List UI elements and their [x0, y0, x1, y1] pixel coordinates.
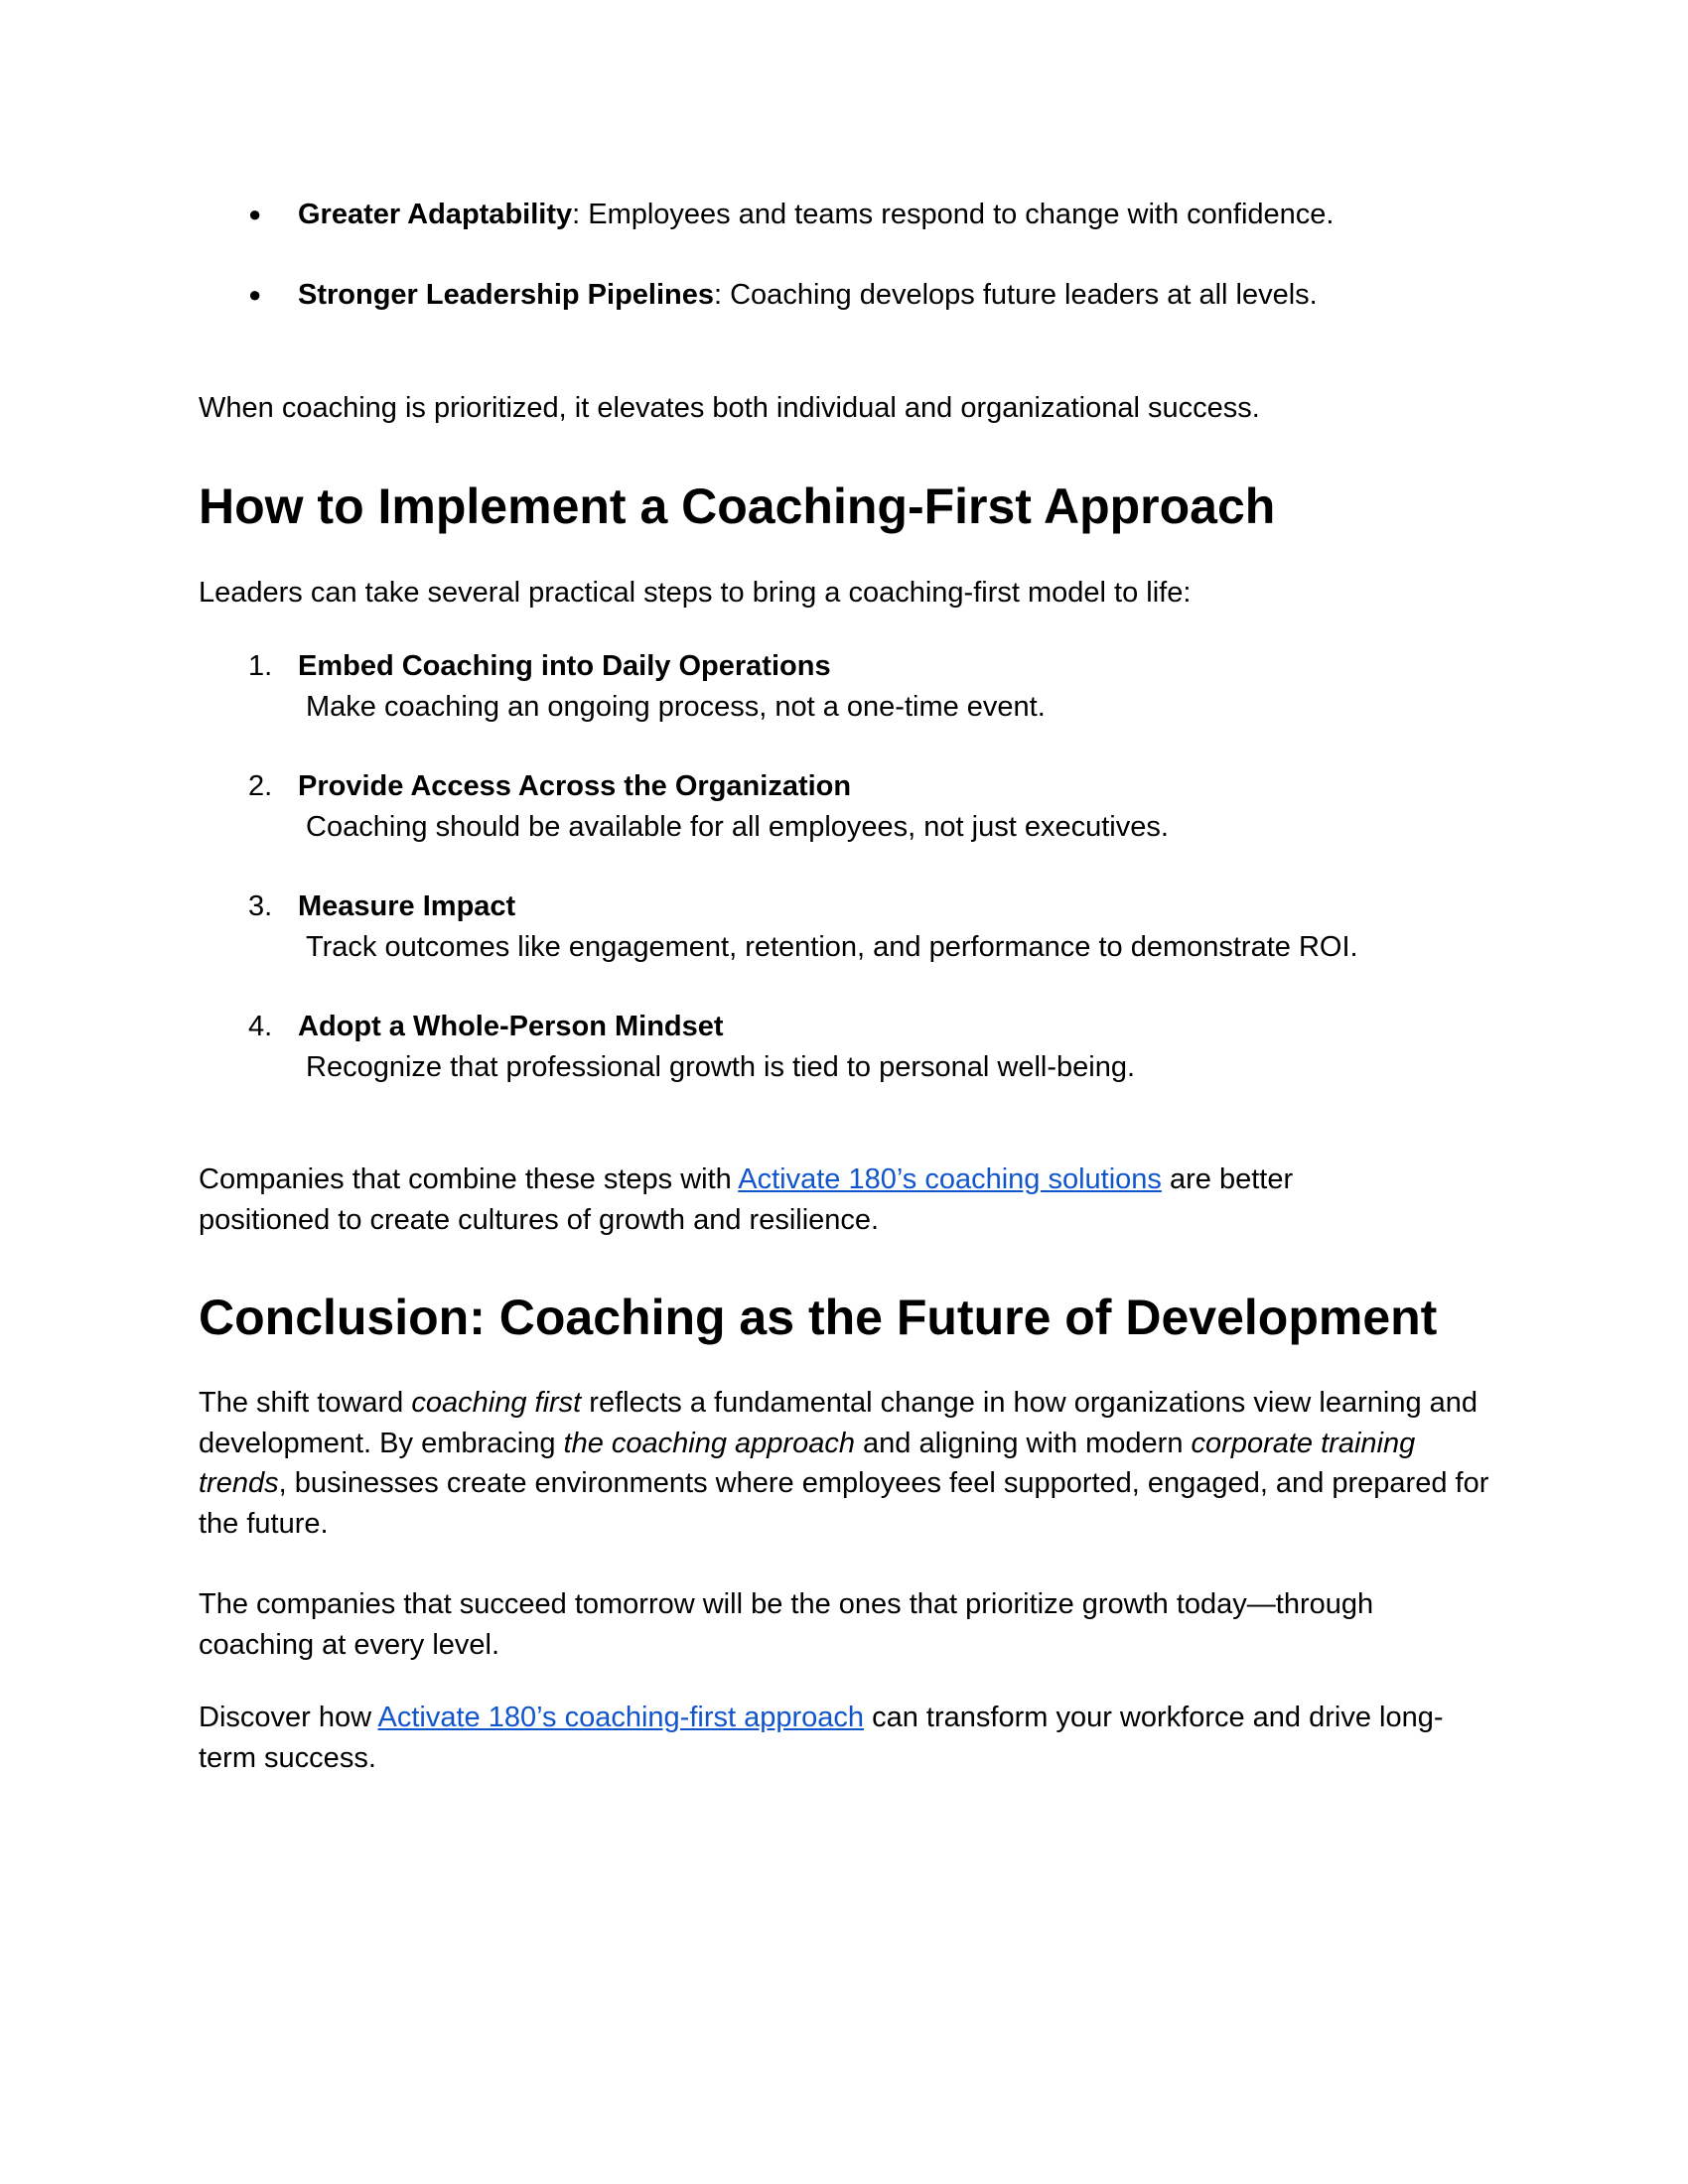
step-description: Track outcomes like engagement, retention, and performance to demonstrate ROI. — [306, 930, 1358, 963]
text-segment: The shift toward — [199, 1387, 412, 1419]
bullet-dot: ● — [248, 202, 262, 226]
step-number: 1. — [248, 650, 273, 682]
step-description: Coaching should be available for all employees, not just executives. — [306, 810, 1169, 843]
paragraph-discover — [199, 1698, 1450, 1778]
paragraph-prioritized: When coaching is prioritized, it elevates both individual and organizational success. — [199, 392, 1260, 424]
emphasis-training-trends: corporate training trends — [199, 1427, 1416, 1499]
text-segment: and aligning with modern — [854, 1427, 1192, 1459]
paragraph-shift — [199, 1383, 1499, 1544]
bullet-text — [298, 195, 1334, 234]
heading-implement: How to Implement a Coaching-First Approach — [199, 478, 1276, 534]
coaching-first-approach-link[interactable]: Activate 180’s coaching-first approach — [377, 1702, 865, 1733]
paragraph-leaders: Leaders can take several practical steps to bring a coaching-first model to life: — [199, 577, 1192, 609]
paragraph-tomorrow: The companies that succeed tomorrow will be the ones that prioritize growth today—through coaching at every level. — [199, 1588, 1374, 1661]
text-segment: are better positioned to create cultures of growth and resilience. — [199, 1163, 1294, 1236]
step-title: Measure Impact — [298, 890, 516, 922]
bullet-body: : Employees and teams respond to change with confidence. — [572, 199, 1335, 230]
step-number: 3. — [248, 890, 273, 922]
bullet-title: Greater Adaptability — [298, 199, 573, 230]
emphasis-coaching-approach: the coaching approach — [563, 1427, 855, 1459]
text-segment: Companies that combine these steps with — [199, 1163, 739, 1195]
heading-conclusion: Conclusion: Coaching as the Future of Development — [199, 1290, 1438, 1345]
step-title: Adopt a Whole-Person Mindset — [298, 1011, 724, 1042]
step-number: 4. — [248, 1011, 273, 1042]
paragraph-companies — [199, 1160, 1380, 1240]
coaching-solutions-link[interactable]: Activate 180’s coaching solutions — [738, 1163, 1162, 1195]
emphasis-coaching-first: coaching first — [411, 1387, 582, 1419]
text-segment: Discover how — [199, 1702, 378, 1733]
step-number: 2. — [248, 770, 273, 802]
bullet-dot: ● — [248, 282, 262, 307]
step-title: Embed Coaching into Daily Operations — [298, 650, 831, 682]
text-segment: reflects a fundamental change in how organizations view learning and development. By embracing — [199, 1387, 1478, 1459]
step-title: Provide Access Across the Organization — [298, 770, 852, 802]
text-segment: , businesses create environments where employees feel supported, engaged, and prepared for the future. — [199, 1467, 1489, 1540]
bullet-title: Stronger Leadership Pipelines — [298, 279, 714, 311]
step-description: Recognize that professional growth is tied to personal well-being. — [306, 1050, 1136, 1083]
bullet-text — [298, 275, 1318, 315]
text-segment: can transform your workforce and drive long-term success. — [199, 1702, 1444, 1774]
bullet-body: : Coaching develops future leaders at all levels. — [714, 279, 1318, 311]
step-description: Make coaching an ongoing process, not a one-time event. — [306, 690, 1046, 723]
